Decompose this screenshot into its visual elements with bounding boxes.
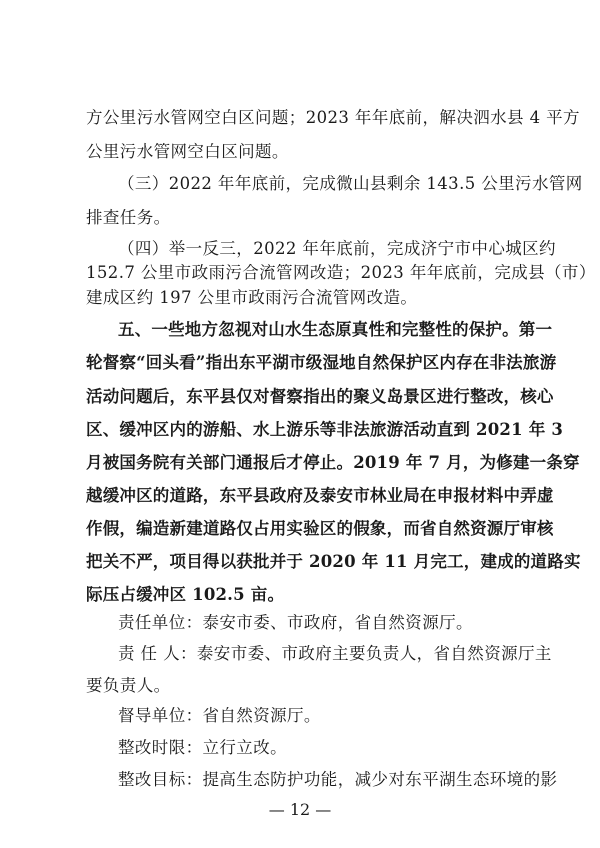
text-line: 把关不严，项目得以获批并于 2020 年 11 月完工，建成的道路实 bbox=[86, 552, 581, 571]
text-line: 作假，编造新建道路仅占用实验区的假象，而省自然资源厅审核 bbox=[86, 519, 554, 538]
text-line: 越缓冲区的道路，东平县政府及泰安市林业局在申报材料中弄虚 bbox=[86, 486, 554, 505]
text-line: 区、缓冲区内的游船、水上游乐等非法旅游活动直到 2021 年 3 bbox=[86, 420, 564, 439]
section-heading-line: 五、一些地方忽视对山水生态原真性和完整性的保护。第一 bbox=[118, 320, 553, 339]
text-line: （三）2022 年年底前，完成微山县剩余 143.5 公里污水管网 bbox=[118, 174, 583, 193]
text-line: （四）举一反三，2022 年年底前，完成济宁市中心城区约 bbox=[118, 239, 556, 258]
text-line: 建成区约 197 公里市政雨污合流管网改造。 bbox=[86, 288, 418, 307]
target-line: 整改目标：提高生态防护功能，减少对东平湖生态环境的影 bbox=[118, 770, 558, 789]
text-line: 152.7 公里市政雨污合流管网改造；2023 年年底前，完成县（市） bbox=[86, 263, 596, 282]
text-line: 公里污水管网空白区问题。 bbox=[86, 142, 289, 161]
text-line: 轮督察“回头看”指出东平湖市级湿地自然保护区内存在非法旅游 bbox=[86, 353, 557, 372]
deadline-line: 整改时限：立行立改。 bbox=[118, 738, 287, 757]
text-line: 排查任务。 bbox=[86, 208, 171, 227]
page-number: — 12 — bbox=[268, 800, 332, 819]
supervising-unit-line: 督导单位：省自然资源厅。 bbox=[118, 706, 321, 725]
text-line: 活动问题后，东平县仅对督察指出的聚义岛景区进行整改，核心 bbox=[86, 387, 554, 406]
text-line: 要负责人。 bbox=[86, 676, 171, 695]
text-line: 际压占缓冲区 102.5 亩。 bbox=[86, 585, 285, 604]
responsible-unit-line: 责任单位：泰安市委、市政府，省自然资源厅。 bbox=[118, 613, 473, 632]
text-line: 月被国务院有关部门通报后才停止。2019 年 7 月，为修建一条穿 bbox=[86, 453, 580, 472]
text-line: 方公里污水管网空白区问题；2023 年年底前，解决泗水县 4 平方 bbox=[86, 108, 580, 127]
responsible-person-line: 责 任 人：泰安市委、市政府主要负责人，省自然资源厅主 bbox=[118, 644, 552, 663]
